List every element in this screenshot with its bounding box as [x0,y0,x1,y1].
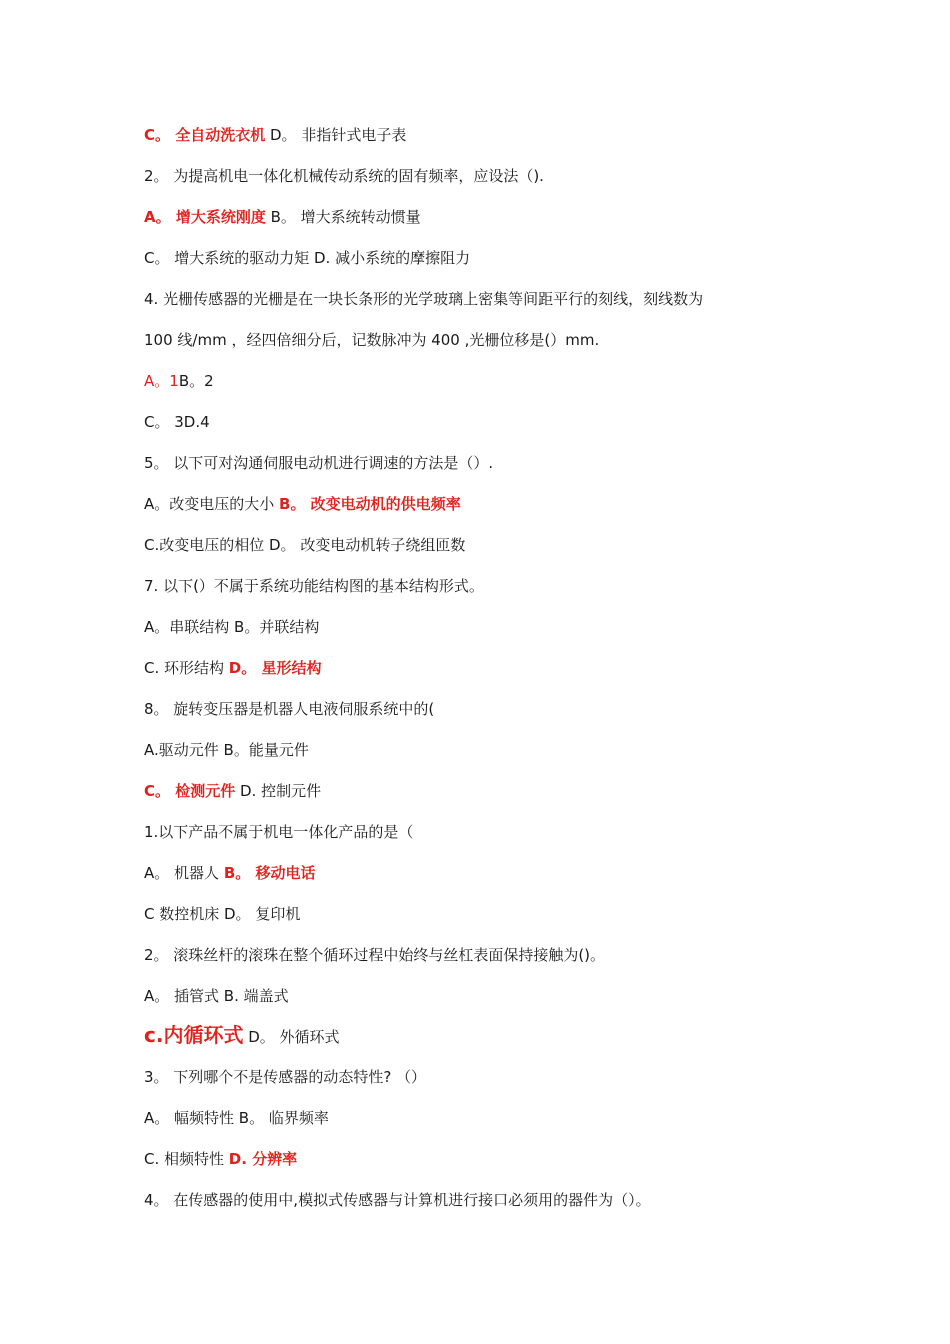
text-line [144,780,890,802]
line-text: B。2 [178,372,214,390]
text-line [144,452,890,474]
line-text: 5。 以下可对沟通伺服电动机进行调速的方法是（）. [144,454,494,472]
line-text: C. 环形结构 [144,659,229,677]
text-line [144,206,890,228]
text-line [144,1107,890,1129]
line-text: C. 相频特性 [144,1150,229,1168]
text-line [144,247,890,269]
text-line [144,411,890,433]
text-line [144,616,890,638]
line-text: D。 非指针式电子表 [265,126,407,144]
line-text: C 数控机床 D。 复印机 [144,905,301,923]
text-line [144,329,890,351]
highlighted-answer: C。 全自动洗衣机 [144,126,266,144]
highlighted-answer: A。 增大系统刚度 [144,208,266,226]
text-line [144,493,890,515]
text-line [144,1066,890,1088]
line-text: 100 线/mm ，经四倍细分后，记数脉冲为 400 ,光栅位移是(）mm. [144,331,600,349]
line-text: A。 插管式 B. 端盖式 [144,987,289,1005]
line-text: D. 控制元件 [235,782,322,800]
text-line [144,370,890,392]
text-line [144,1148,890,1170]
text-line [144,739,890,761]
line-text: 3。 下列哪个不是传感器的动态特性? （） [144,1068,427,1086]
line-text: C。 3D.4 [144,413,210,431]
highlighted-answer: B。 改变电动机的供电频率 [279,495,461,513]
line-text: 7. 以下(）不属于系统功能结构图的基本结构形式。 [144,577,484,595]
line-text: D。 外循环式 [243,1028,340,1046]
highlighted-answer: C。 检测元件 [144,782,236,800]
line-text: 1.以下产品不属于机电一体化产品的是（ [144,823,414,841]
text-line [144,124,890,146]
text-line [144,575,890,597]
line-text: A.驱动元件 B。能量元件 [144,741,309,759]
line-text: A。 幅频特性 B。 临界频率 [144,1109,329,1127]
text-line [144,165,890,187]
line-text: 2。 为提高机电一体化机械传动系统的固有频率，应设法（). [144,167,544,185]
highlighted-answer: D。 星形结构 [228,659,322,677]
line-text: A。 机器人 [144,864,224,882]
line-text: 4。 在传感器的使用中,模拟式传感器与计算机进行接口必须用的器件为（）。 [144,1191,651,1209]
line-text: 8。 旋转变压器是机器人电液伺服系统中的( [144,700,435,718]
text-line [144,657,890,679]
text-line [144,985,890,1007]
line-text: A。改变电压的大小 [144,495,280,513]
line-text: A。串联结构 B。并联结构 [144,618,320,636]
text-line [144,903,890,925]
text-line [144,288,890,310]
line-text: C.改变电压的相位 D。 改变电动机转子绕组匝数 [144,536,466,554]
text-line [144,1189,890,1211]
text-line [144,944,890,966]
line-text: C。 增大系统的驱动力矩 D. 减小系统的摩擦阻力 [144,249,471,267]
line-text: B。 增大系统转动惯量 [265,208,421,226]
text-line [144,534,890,556]
highlighted-answer: B。 移动电话 [223,864,316,882]
highlighted-answer: c.内循环式 [144,1023,244,1047]
line-text: 2。 滚珠丝杆的滚珠在整个循环过程中始终与丝杠表面保持接触为()。 [144,946,606,964]
highlighted-answer: D. 分辨率 [228,1150,298,1168]
highlighted-answer: A。1 [144,372,179,390]
text-line [144,862,890,884]
text-line [144,821,890,843]
text-line [144,1024,890,1048]
line-text: 4. 光栅传感器的光栅是在一块长条形的光学玻璃上密集等间距平行的刻线，刻线数为 [144,290,704,308]
text-line [144,698,890,720]
